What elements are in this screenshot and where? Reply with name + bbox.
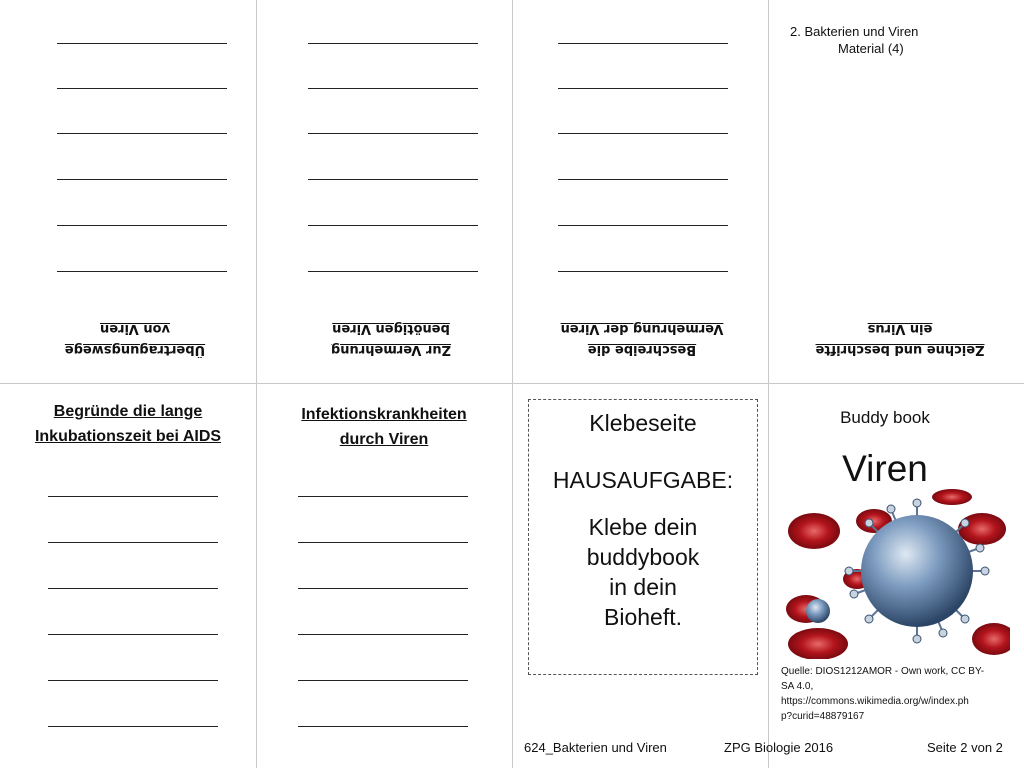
footer-page-number: Seite 2 von 2 [927, 740, 1003, 755]
heading-line-2: Inkubationszeit bei AIDS [34, 428, 222, 445]
footer-school: ZPG Biologie 2016 [724, 740, 834, 755]
blood-cell [788, 513, 840, 549]
instruction-line: buddybook [586, 544, 700, 570]
writing-line [48, 634, 218, 635]
writing-line [308, 179, 478, 180]
glue-page-box [528, 399, 758, 675]
credit-line: SA 4.0, [781, 681, 814, 692]
writing-line [558, 133, 728, 134]
blood-cell [788, 628, 848, 659]
instruction-line: Klebe dein [588, 514, 698, 540]
material-label: Material (4) [838, 41, 904, 56]
heading-line-2: ein Virus [867, 321, 933, 336]
fold-line-2 [512, 0, 513, 768]
writing-line [48, 542, 218, 543]
heading-line-2: benötigen Viren [332, 321, 450, 336]
fold-line-3 [768, 0, 769, 768]
heading-line-1: Zur Vermehrung [330, 342, 452, 357]
writing-line [48, 726, 218, 727]
heading-line-2: durch Viren [339, 431, 429, 448]
writing-line [558, 179, 728, 180]
writing-line [57, 133, 227, 134]
panel-heading [256, 402, 512, 452]
writing-line [298, 680, 468, 681]
panel-heading-rotated [780, 318, 1020, 360]
writing-line [308, 43, 478, 44]
writing-line [57, 179, 227, 180]
instruction-line: in dein [609, 574, 677, 600]
blood-cell [932, 489, 972, 505]
writing-line [308, 271, 478, 272]
heading-line-1: Beschreibe die [587, 342, 697, 357]
cover-subtitle: Buddy book [840, 408, 930, 427]
writing-line [48, 496, 218, 497]
writing-line [308, 225, 478, 226]
writing-line [298, 542, 468, 543]
writing-line [57, 271, 227, 272]
panel-heading-rotated [20, 318, 250, 360]
footer-doc-id: 624_Bakterien und Viren [524, 740, 667, 755]
writing-line [48, 588, 218, 589]
panel-heading-rotated [527, 318, 757, 360]
heading-line-1: Begründe die lange [53, 403, 203, 420]
panel-heading [0, 399, 256, 449]
panel-heading-rotated [276, 318, 506, 360]
cover-title: Viren [842, 448, 928, 489]
chapter-label: 2. Bakterien und Viren [790, 24, 919, 39]
credit-line: Quelle: DIOS1212AMOR - Own work, CC BY- [781, 666, 985, 677]
writing-line [57, 225, 227, 226]
fold-line-1 [256, 0, 257, 768]
virus-illustration [782, 489, 1010, 659]
writing-line [57, 43, 227, 44]
homework-label: HAUSAUFGABE: [552, 467, 734, 493]
heading-line-2: Vermehrung der Viren [560, 321, 724, 336]
writing-line [308, 133, 478, 134]
instruction-line: Bioheft. [604, 604, 682, 630]
credit-line: p?curid=48879167 [781, 711, 865, 722]
writing-line [298, 726, 468, 727]
glue-page-title: Klebeseite [589, 410, 697, 436]
writing-line [308, 88, 478, 89]
writing-line [558, 43, 728, 44]
heading-line-1: Infektionskrankheiten [301, 406, 467, 423]
writing-line [558, 271, 728, 272]
small-virus [806, 599, 830, 623]
writing-line [57, 88, 227, 89]
writing-line [48, 680, 218, 681]
virus-body [861, 515, 973, 627]
heading-line-2: von Viren [100, 321, 170, 336]
writing-line [298, 634, 468, 635]
heading-line-1: Übertragungswege [64, 342, 206, 357]
writing-line [558, 225, 728, 226]
blood-cell [958, 513, 1006, 545]
homework-instruction [529, 512, 757, 632]
image-credit [781, 664, 1001, 724]
writing-line [298, 496, 468, 497]
heading-line-1: Zeichne und beschrifte [815, 342, 985, 357]
fold-line-horizontal [0, 383, 1024, 384]
writing-line [298, 588, 468, 589]
writing-line [558, 88, 728, 89]
credit-line: https://commons.wikimedia.org/w/index.ph [781, 696, 969, 707]
